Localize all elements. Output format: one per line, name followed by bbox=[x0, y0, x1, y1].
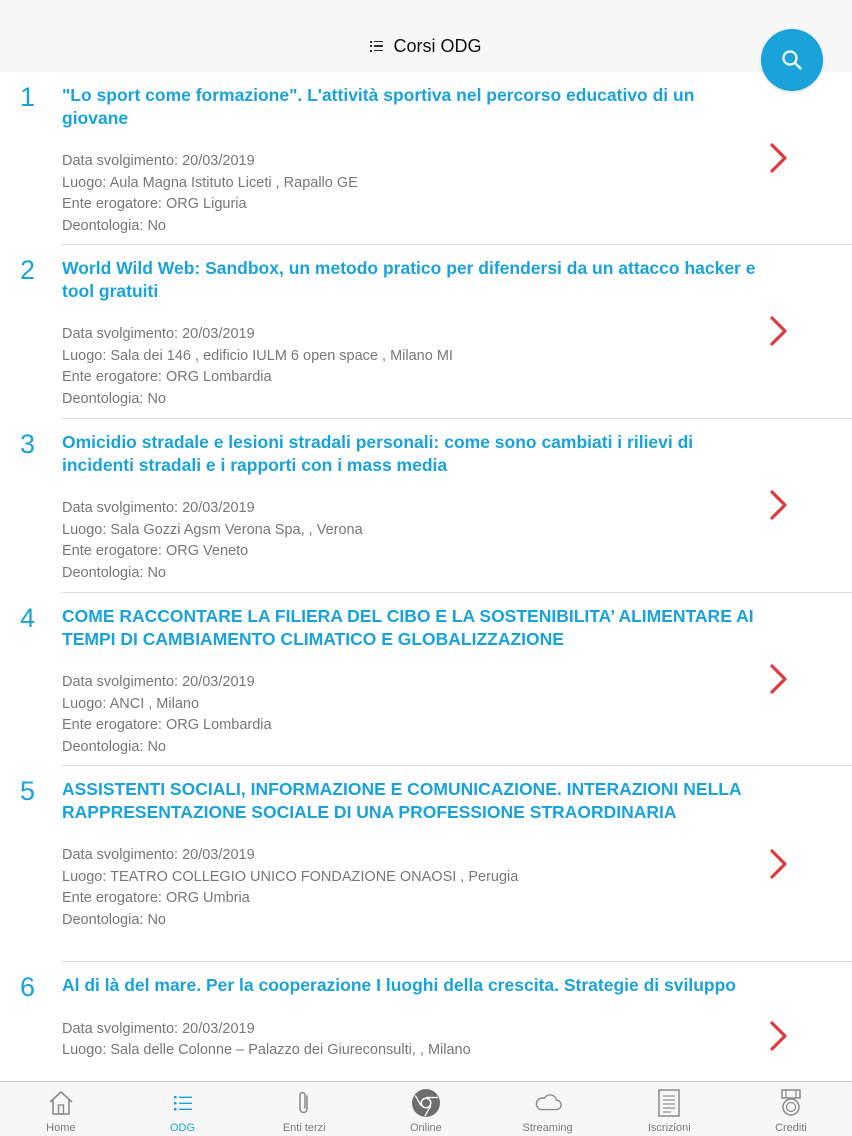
tab-label: ODG bbox=[170, 1122, 196, 1134]
course-item[interactable] bbox=[20, 766, 852, 962]
course-provider: Ente erogatore: ORG Lombardia bbox=[62, 717, 272, 733]
tab-label: Streaming bbox=[522, 1122, 573, 1134]
course-details bbox=[62, 498, 852, 594]
navigation-bar bbox=[0, 20, 852, 72]
course-number: 3 bbox=[20, 429, 36, 459]
tab-home[interactable] bbox=[0, 1082, 122, 1136]
tab-label: Home bbox=[46, 1122, 76, 1134]
tab-streaming[interactable] bbox=[487, 1082, 609, 1136]
chevron-right-icon[interactable] bbox=[768, 848, 790, 880]
search-icon bbox=[781, 49, 803, 71]
course-deontology: Deontologia: No bbox=[62, 390, 166, 407]
paperclip-icon bbox=[292, 1089, 316, 1117]
cloud-icon bbox=[533, 1091, 563, 1115]
tab-online[interactable] bbox=[365, 1082, 487, 1136]
list-icon bbox=[171, 1091, 195, 1115]
course-deontology: Deontologia: No bbox=[62, 217, 166, 234]
tab-iscrizioni[interactable] bbox=[608, 1082, 730, 1136]
badge-icon bbox=[777, 1088, 805, 1118]
course-location: Luogo: Aula Magna Istituto Liceti , Rapallo GE bbox=[62, 174, 358, 191]
course-title[interactable]: Omicidio stradale e lesioni stradali personali: come sono cambiati i rilievi di incidenti stradali e i rapporti con i mass media bbox=[62, 432, 694, 475]
home-icon bbox=[47, 1089, 75, 1117]
chevron-right-icon[interactable] bbox=[768, 489, 790, 521]
course-details bbox=[62, 151, 852, 247]
course-item[interactable] bbox=[20, 245, 852, 419]
list-icon bbox=[370, 41, 383, 52]
course-date: Data svolgimento: 20/03/2019 bbox=[62, 326, 255, 342]
course-deontology: Deontologia: No bbox=[62, 564, 166, 581]
search-button[interactable] bbox=[761, 29, 823, 91]
course-date: Data svolgimento: 20/03/2019 bbox=[62, 500, 255, 516]
course-title[interactable]: Al di là del mare. Per la cooperazione I luoghi della crescita. Strategie di sviluppo bbox=[62, 975, 736, 995]
course-item[interactable] bbox=[20, 593, 852, 766]
course-provider: Ente erogatore: ORG Liguria bbox=[62, 196, 247, 212]
chevron-right-icon[interactable] bbox=[768, 142, 790, 174]
course-number: 1 bbox=[20, 82, 36, 112]
tab-label: Enti terzi bbox=[282, 1122, 326, 1134]
tab-enti-terzi[interactable] bbox=[243, 1082, 365, 1136]
course-provider: Ente erogatore: ORG Umbria bbox=[62, 890, 250, 906]
chrome-icon bbox=[411, 1088, 441, 1118]
course-number: 2 bbox=[20, 255, 36, 285]
tab-label: Crediti bbox=[775, 1122, 807, 1134]
tab-odg[interactable] bbox=[122, 1082, 244, 1136]
course-date: Data svolgimento: 20/03/2019 bbox=[62, 1020, 255, 1037]
course-number: 6 bbox=[20, 972, 36, 1002]
course-title[interactable]: World Wild Web: Sandbox, un metodo pratico per difendersi da un attacco hacker e tool gratuiti bbox=[62, 258, 756, 301]
course-details bbox=[62, 1019, 852, 1072]
tab-label: Online bbox=[410, 1122, 442, 1134]
course-title[interactable]: ASSISTENTI SOCIALI, INFORMAZIONE E COMUNICAZIONE. INTERAZIONI NELLA RAPPRESENTAZIONE SOCIALE DI UNA PROFESSIONE STRAORDINARIA bbox=[62, 779, 741, 822]
tab-label: Iscrizioni bbox=[647, 1122, 691, 1134]
course-details bbox=[62, 845, 852, 941]
course-provider: Ente erogatore: ORG Veneto bbox=[62, 543, 249, 559]
course-location: Luogo: TEATRO COLLEGIO UNICO FONDAZIONE ONAOSI , Perugia bbox=[62, 868, 519, 885]
course-location: Luogo: ANCI , Milano bbox=[62, 695, 200, 712]
course-location: Luogo: Sala delle Colonne – Palazzo dei Giureconsulti, , Milano bbox=[62, 1042, 471, 1058]
course-date: Data svolgimento: 20/03/2019 bbox=[62, 674, 255, 690]
course-location: Luogo: Sala Gozzi Agsm Verona Spa, , Verona bbox=[62, 521, 363, 538]
course-deontology: Deontologia: No bbox=[62, 738, 166, 755]
tab-crediti[interactable] bbox=[730, 1082, 852, 1136]
tab-bar bbox=[0, 1081, 852, 1136]
course-deontology: Deontologia: No bbox=[62, 911, 166, 928]
document-icon bbox=[655, 1088, 683, 1118]
course-date: Data svolgimento: 20/03/2019 bbox=[62, 847, 255, 863]
course-title[interactable]: COME RACCONTARE LA FILIERA DEL CIBO E LA SOSTENIBILITA’ ALIMENTARE AI TEMPI DI CAMBIAMENTO CLIMATICO E GLOBALIZZAZIONE bbox=[62, 606, 754, 649]
course-list bbox=[0, 72, 852, 1081]
status-bar bbox=[0, 0, 852, 20]
page-title-group bbox=[370, 36, 481, 57]
course-item[interactable] bbox=[20, 962, 852, 1081]
course-details bbox=[62, 672, 852, 768]
course-number: 5 bbox=[20, 776, 36, 806]
chevron-right-icon[interactable] bbox=[768, 663, 790, 695]
course-number: 4 bbox=[20, 603, 36, 633]
course-title[interactable]: "Lo sport come formazione". L'attività sportiva nel percorso educativo di un giovane bbox=[62, 85, 695, 128]
course-location: Luogo: Sala dei 146 , edificio IULM 6 open space , Milano MI bbox=[62, 347, 453, 364]
page-title: Corsi ODG bbox=[393, 35, 482, 56]
course-details bbox=[62, 324, 852, 420]
course-date: Data svolgimento: 20/03/2019 bbox=[62, 153, 255, 169]
chevron-right-icon[interactable] bbox=[768, 1020, 790, 1052]
course-item[interactable] bbox=[20, 72, 852, 245]
chevron-right-icon[interactable] bbox=[768, 315, 790, 347]
course-provider: Ente erogatore: ORG Lombardia bbox=[62, 369, 272, 385]
course-item[interactable] bbox=[20, 419, 852, 593]
